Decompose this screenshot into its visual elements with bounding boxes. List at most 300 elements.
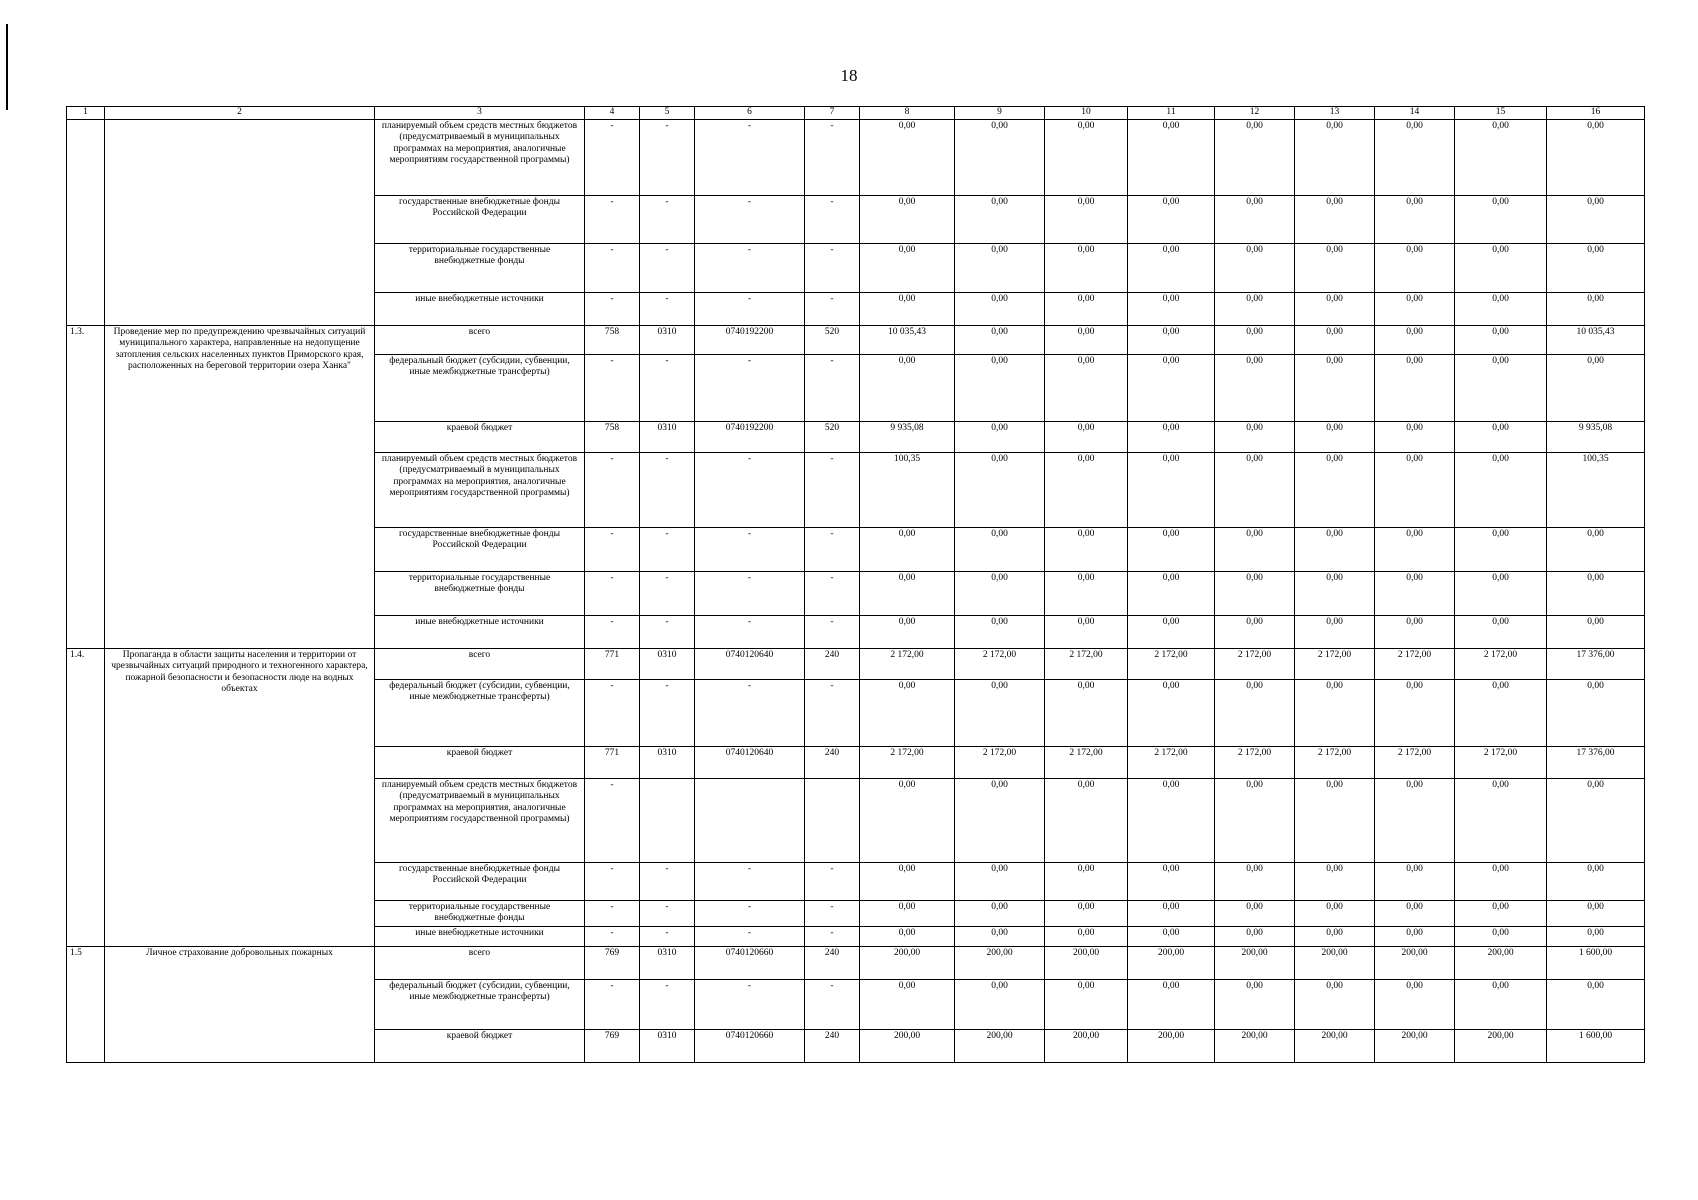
- value-cell: 2 172,00: [1045, 649, 1128, 680]
- value-cell: 0,00: [955, 901, 1045, 927]
- value-cell: 0,00: [1295, 120, 1375, 196]
- value-cell: 1 600,00: [1547, 1030, 1645, 1063]
- code-cell: -: [640, 572, 695, 616]
- value-cell: 0,00: [955, 355, 1045, 422]
- value-cell: 0,00: [1045, 901, 1128, 927]
- column-number-header: 5: [640, 107, 695, 120]
- value-cell: 200,00: [955, 1030, 1045, 1063]
- funding-source-cell: федеральный бюджет (субсидии, субвенции, иные межбюджетные трансферты): [375, 680, 585, 747]
- column-number-header: 12: [1215, 107, 1295, 120]
- code-cell: -: [805, 572, 860, 616]
- item-number-cell: 1.3.: [67, 326, 105, 649]
- value-cell: 0,00: [1128, 244, 1215, 293]
- value-cell: 0,00: [955, 453, 1045, 528]
- code-cell: -: [805, 293, 860, 326]
- code-cell: -: [640, 120, 695, 196]
- code-cell: -: [805, 980, 860, 1030]
- value-cell: 0,00: [1045, 422, 1128, 453]
- code-cell: -: [585, 901, 640, 927]
- value-cell: 0,00: [1295, 528, 1375, 572]
- value-cell: 0,00: [1215, 980, 1295, 1030]
- table-row: [67, 326, 1645, 355]
- value-cell: 0,00: [1375, 616, 1455, 649]
- value-cell: 0,00: [1128, 528, 1215, 572]
- value-cell: 0,00: [1547, 355, 1645, 422]
- value-cell: 0,00: [955, 528, 1045, 572]
- value-cell: 0,00: [1455, 196, 1547, 244]
- value-cell: 0,00: [1547, 927, 1645, 947]
- value-cell: 0,00: [1128, 901, 1215, 927]
- value-cell: 0,00: [1455, 120, 1547, 196]
- item-number-cell: 1.5: [67, 947, 105, 1063]
- value-cell: 0,00: [1375, 980, 1455, 1030]
- column-number-header: 13: [1295, 107, 1375, 120]
- value-cell: 0,00: [955, 422, 1045, 453]
- value-cell: 0,00: [1045, 355, 1128, 422]
- value-cell: 200,00: [1375, 1030, 1455, 1063]
- value-cell: 2 172,00: [1128, 649, 1215, 680]
- code-cell: -: [640, 616, 695, 649]
- funding-source-cell: федеральный бюджет (субсидии, субвенции, иные межбюджетные трансферты): [375, 355, 585, 422]
- value-cell: 0,00: [1547, 120, 1645, 196]
- value-cell: 0,00: [860, 528, 955, 572]
- code-cell: -: [585, 293, 640, 326]
- value-cell: 0,00: [955, 680, 1045, 747]
- value-cell: 0,00: [1295, 927, 1375, 947]
- value-cell: 0,00: [955, 120, 1045, 196]
- code-cell: -: [695, 293, 805, 326]
- table-body: [67, 120, 1645, 1063]
- value-cell: 0,00: [1295, 863, 1375, 901]
- value-cell: 0,00: [860, 572, 955, 616]
- code-cell: 0740120660: [695, 1030, 805, 1063]
- value-cell: 0,00: [1455, 422, 1547, 453]
- value-cell: 0,00: [1128, 616, 1215, 649]
- value-cell: 0,00: [1455, 244, 1547, 293]
- value-cell: 0,00: [955, 196, 1045, 244]
- value-cell: 200,00: [1128, 947, 1215, 980]
- funding-source-cell: всего: [375, 947, 585, 980]
- value-cell: 0,00: [1375, 355, 1455, 422]
- code-cell: -: [585, 120, 640, 196]
- code-cell: -: [640, 528, 695, 572]
- code-cell: -: [695, 927, 805, 947]
- value-cell: 200,00: [1128, 1030, 1215, 1063]
- column-number-header: 9: [955, 107, 1045, 120]
- value-cell: 17 376,00: [1547, 747, 1645, 779]
- code-cell: -: [640, 196, 695, 244]
- value-cell: 0,00: [955, 572, 1045, 616]
- funding-source-cell: иные внебюджетные источники: [375, 293, 585, 326]
- code-cell: -: [695, 528, 805, 572]
- value-cell: 0,00: [1295, 901, 1375, 927]
- code-cell: 520: [805, 326, 860, 355]
- code-cell: -: [585, 863, 640, 901]
- code-cell: -: [695, 863, 805, 901]
- value-cell: 0,00: [1455, 453, 1547, 528]
- column-number-header: 3: [375, 107, 585, 120]
- value-cell: 200,00: [1295, 947, 1375, 980]
- value-cell: 0,00: [860, 244, 955, 293]
- code-cell: -: [585, 453, 640, 528]
- funding-source-cell: планируемый объем средств местных бюджетов (предусматриваемый в муниципальных программах на мероприятия, аналогичные мероприятиям государственной программы): [375, 120, 585, 196]
- value-cell: 0,00: [1375, 422, 1455, 453]
- value-cell: 0,00: [1295, 196, 1375, 244]
- code-cell: 240: [805, 947, 860, 980]
- value-cell: 0,00: [1128, 927, 1215, 947]
- funding-source-cell: территориальные государственные внебюджетные фонды: [375, 244, 585, 293]
- value-cell: 2 172,00: [1375, 649, 1455, 680]
- value-cell: 0,00: [1045, 196, 1128, 244]
- value-cell: 0,00: [1295, 680, 1375, 747]
- value-cell: 0,00: [1215, 355, 1295, 422]
- value-cell: 0,00: [860, 196, 955, 244]
- value-cell: 0,00: [860, 980, 955, 1030]
- value-cell: 0,00: [1045, 616, 1128, 649]
- code-cell: -: [585, 355, 640, 422]
- value-cell: 0,00: [1295, 572, 1375, 616]
- funding-source-cell: иные внебюджетные источники: [375, 927, 585, 947]
- funding-source-cell: всего: [375, 326, 585, 355]
- value-cell: 0,00: [1455, 293, 1547, 326]
- value-cell: 0,00: [1455, 927, 1547, 947]
- table-row: [67, 120, 1645, 196]
- code-cell: 0740120640: [695, 747, 805, 779]
- column-number-header: 1: [67, 107, 105, 120]
- value-cell: 0,00: [860, 680, 955, 747]
- value-cell: 0,00: [1295, 616, 1375, 649]
- item-number-cell: [67, 120, 105, 326]
- value-cell: 2 172,00: [1128, 747, 1215, 779]
- value-cell: 0,00: [955, 779, 1045, 863]
- value-cell: 0,00: [1547, 616, 1645, 649]
- code-cell: 0310: [640, 649, 695, 680]
- code-cell: -: [585, 927, 640, 947]
- value-cell: 0,00: [1547, 572, 1645, 616]
- code-cell: -: [585, 196, 640, 244]
- code-cell: -: [695, 572, 805, 616]
- column-number-header: 4: [585, 107, 640, 120]
- code-cell: -: [585, 980, 640, 1030]
- value-cell: 2 172,00: [1045, 747, 1128, 779]
- code-cell: -: [585, 779, 640, 863]
- value-cell: 0,00: [1375, 927, 1455, 947]
- value-cell: 0,00: [1295, 355, 1375, 422]
- value-cell: 0,00: [955, 326, 1045, 355]
- value-cell: 0,00: [1547, 196, 1645, 244]
- code-cell: -: [585, 616, 640, 649]
- value-cell: 0,00: [1128, 453, 1215, 528]
- value-cell: 0,00: [1547, 980, 1645, 1030]
- value-cell: 0,00: [1128, 326, 1215, 355]
- column-number-header: 11: [1128, 107, 1215, 120]
- item-name-cell: Проведение мер по предупреждению чрезвычайных ситуаций муниципального характера, направленные на недопущение затопления сельских населенных пунктов Приморского края, расположенных на береговой территории озера Ханка": [105, 326, 375, 649]
- value-cell: 0,00: [1547, 779, 1645, 863]
- column-number-header: 16: [1547, 107, 1645, 120]
- funding-source-cell: всего: [375, 649, 585, 680]
- column-number-header: 6: [695, 107, 805, 120]
- item-name-cell: Пропаганда в области защиты населения и территории от чрезвычайных ситуаций природного и техногенного характера, пожарной безопасности и безопасности люде на водных объектах: [105, 649, 375, 947]
- value-cell: 0,00: [1295, 244, 1375, 293]
- code-cell: -: [695, 453, 805, 528]
- funding-source-cell: территориальные государственные внебюджетные фонды: [375, 901, 585, 927]
- code-cell: 240: [805, 649, 860, 680]
- value-cell: 100,35: [1547, 453, 1645, 528]
- value-cell: 0,00: [1375, 863, 1455, 901]
- code-cell: -: [695, 120, 805, 196]
- table-row: [67, 947, 1645, 980]
- value-cell: 0,00: [1455, 680, 1547, 747]
- column-number-header: 14: [1375, 107, 1455, 120]
- value-cell: 0,00: [1455, 779, 1547, 863]
- value-cell: 0,00: [1375, 453, 1455, 528]
- code-cell: 240: [805, 747, 860, 779]
- funding-source-cell: федеральный бюджет (субсидии, субвенции, иные межбюджетные трансферты): [375, 980, 585, 1030]
- value-cell: 0,00: [1375, 572, 1455, 616]
- value-cell: 0,00: [1215, 680, 1295, 747]
- code-cell: -: [695, 680, 805, 747]
- funding-source-cell: планируемый объем средств местных бюджетов (предусматриваемый в муниципальных программах на мероприятия, аналогичные мероприятиям государственной программы): [375, 453, 585, 528]
- code-cell: -: [640, 355, 695, 422]
- value-cell: 0,00: [1295, 453, 1375, 528]
- code-cell: 758: [585, 326, 640, 355]
- value-cell: 0,00: [1295, 980, 1375, 1030]
- code-cell: -: [805, 244, 860, 293]
- code-cell: -: [805, 927, 860, 947]
- code-cell: -: [695, 616, 805, 649]
- value-cell: 10 035,43: [860, 326, 955, 355]
- value-cell: 200,00: [1295, 1030, 1375, 1063]
- code-cell: -: [640, 293, 695, 326]
- code-cell: -: [805, 680, 860, 747]
- code-cell: [805, 779, 860, 863]
- value-cell: 0,00: [1455, 528, 1547, 572]
- value-cell: 0,00: [1045, 779, 1128, 863]
- value-cell: 0,00: [1375, 293, 1455, 326]
- value-cell: 2 172,00: [1455, 649, 1547, 680]
- value-cell: 0,00: [1045, 927, 1128, 947]
- value-cell: 0,00: [1375, 528, 1455, 572]
- value-cell: 2 172,00: [860, 649, 955, 680]
- value-cell: 0,00: [860, 927, 955, 947]
- column-number-header: 15: [1455, 107, 1547, 120]
- value-cell: 100,35: [860, 453, 955, 528]
- value-cell: 0,00: [860, 293, 955, 326]
- code-cell: 0740192200: [695, 422, 805, 453]
- value-cell: 0,00: [1375, 680, 1455, 747]
- value-cell: 0,00: [1045, 528, 1128, 572]
- budget-table: [66, 106, 1645, 1063]
- value-cell: 2 172,00: [1215, 747, 1295, 779]
- funding-source-cell: территориальные государственные внебюджетные фонды: [375, 572, 585, 616]
- code-cell: -: [805, 453, 860, 528]
- value-cell: 9 935,08: [860, 422, 955, 453]
- code-cell: -: [640, 927, 695, 947]
- code-cell: -: [695, 901, 805, 927]
- value-cell: 0,00: [1045, 293, 1128, 326]
- value-cell: 2 172,00: [1215, 649, 1295, 680]
- value-cell: 0,00: [1128, 863, 1215, 901]
- code-cell: 758: [585, 422, 640, 453]
- value-cell: 0,00: [860, 901, 955, 927]
- value-cell: 0,00: [1128, 980, 1215, 1030]
- value-cell: 0,00: [1375, 779, 1455, 863]
- value-cell: 0,00: [1547, 901, 1645, 927]
- funding-source-cell: иные внебюджетные источники: [375, 616, 585, 649]
- value-cell: 0,00: [1547, 680, 1645, 747]
- code-cell: -: [585, 680, 640, 747]
- value-cell: 0,00: [955, 863, 1045, 901]
- value-cell: 0,00: [1215, 453, 1295, 528]
- column-number-header: 2: [105, 107, 375, 120]
- value-cell: 0,00: [1128, 680, 1215, 747]
- value-cell: 0,00: [1375, 326, 1455, 355]
- value-cell: 0,00: [1045, 326, 1128, 355]
- value-cell: 17 376,00: [1547, 649, 1645, 680]
- code-cell: -: [805, 120, 860, 196]
- value-cell: 0,00: [955, 616, 1045, 649]
- value-cell: 2 172,00: [1295, 747, 1375, 779]
- value-cell: 0,00: [1215, 528, 1295, 572]
- code-cell: -: [585, 528, 640, 572]
- code-cell: -: [805, 616, 860, 649]
- funding-source-cell: планируемый объем средств местных бюджетов (предусматриваемый в муниципальных программах на мероприятия, аналогичные мероприятиям государственной программы): [375, 779, 585, 863]
- value-cell: 0,00: [1295, 326, 1375, 355]
- code-cell: 0310: [640, 947, 695, 980]
- code-cell: -: [805, 863, 860, 901]
- value-cell: 0,00: [1547, 244, 1645, 293]
- code-cell: -: [640, 453, 695, 528]
- value-cell: 0,00: [860, 779, 955, 863]
- value-cell: 0,00: [1455, 355, 1547, 422]
- funding-source-cell: краевой бюджет: [375, 1030, 585, 1063]
- table-row: [67, 649, 1645, 680]
- value-cell: 0,00: [955, 244, 1045, 293]
- code-cell: -: [640, 680, 695, 747]
- code-cell: -: [585, 244, 640, 293]
- value-cell: 0,00: [1215, 779, 1295, 863]
- code-cell: 240: [805, 1030, 860, 1063]
- value-cell: 0,00: [1375, 120, 1455, 196]
- value-cell: 0,00: [1455, 616, 1547, 649]
- item-name-cell: Личное страхование добровольных пожарных: [105, 947, 375, 1063]
- value-cell: 0,00: [1128, 120, 1215, 196]
- value-cell: 200,00: [1045, 947, 1128, 980]
- code-cell: 771: [585, 649, 640, 680]
- code-cell: -: [640, 863, 695, 901]
- code-cell: 0740192200: [695, 326, 805, 355]
- value-cell: 0,00: [860, 120, 955, 196]
- value-cell: 0,00: [1045, 453, 1128, 528]
- code-cell: 0310: [640, 422, 695, 453]
- value-cell: 0,00: [1215, 572, 1295, 616]
- value-cell: 2 172,00: [955, 649, 1045, 680]
- value-cell: 0,00: [1547, 863, 1645, 901]
- value-cell: 2 172,00: [860, 747, 955, 779]
- value-cell: 2 172,00: [955, 747, 1045, 779]
- value-cell: 0,00: [1045, 863, 1128, 901]
- code-cell: 0740120660: [695, 947, 805, 980]
- value-cell: 0,00: [1215, 616, 1295, 649]
- column-number-header: 7: [805, 107, 860, 120]
- code-cell: -: [640, 901, 695, 927]
- value-cell: 200,00: [955, 947, 1045, 980]
- code-cell: 769: [585, 1030, 640, 1063]
- item-number-cell: 1.4.: [67, 649, 105, 947]
- funding-source-cell: краевой бюджет: [375, 747, 585, 779]
- value-cell: 0,00: [1215, 244, 1295, 293]
- code-cell: 520: [805, 422, 860, 453]
- funding-source-cell: государственные внебюджетные фонды Российской Федерации: [375, 863, 585, 901]
- value-cell: 0,00: [955, 980, 1045, 1030]
- value-cell: 0,00: [1128, 355, 1215, 422]
- code-cell: [640, 779, 695, 863]
- value-cell: 0,00: [1128, 779, 1215, 863]
- code-cell: 771: [585, 747, 640, 779]
- value-cell: 0,00: [1128, 572, 1215, 616]
- code-cell: -: [640, 244, 695, 293]
- code-cell: -: [805, 528, 860, 572]
- code-cell: -: [695, 244, 805, 293]
- value-cell: 200,00: [1215, 1030, 1295, 1063]
- code-cell: -: [585, 572, 640, 616]
- value-cell: 0,00: [1295, 779, 1375, 863]
- value-cell: 0,00: [1128, 293, 1215, 326]
- value-cell: 0,00: [1215, 863, 1295, 901]
- value-cell: 2 172,00: [1295, 649, 1375, 680]
- value-cell: 10 035,43: [1547, 326, 1645, 355]
- value-cell: 0,00: [1128, 196, 1215, 244]
- code-cell: 0740120640: [695, 649, 805, 680]
- column-number-row: [67, 107, 1645, 120]
- value-cell: 0,00: [1215, 326, 1295, 355]
- value-cell: 2 172,00: [1455, 747, 1547, 779]
- code-cell: 769: [585, 947, 640, 980]
- value-cell: 0,00: [1455, 326, 1547, 355]
- value-cell: 0,00: [955, 927, 1045, 947]
- value-cell: 200,00: [1455, 947, 1547, 980]
- value-cell: 0,00: [1215, 901, 1295, 927]
- code-cell: -: [695, 980, 805, 1030]
- code-cell: 0310: [640, 326, 695, 355]
- code-cell: -: [805, 901, 860, 927]
- value-cell: 200,00: [860, 947, 955, 980]
- value-cell: 0,00: [1455, 863, 1547, 901]
- code-cell: 0310: [640, 1030, 695, 1063]
- value-cell: 0,00: [1295, 422, 1375, 453]
- value-cell: 0,00: [1375, 244, 1455, 293]
- value-cell: 0,00: [1215, 196, 1295, 244]
- value-cell: 0,00: [1455, 980, 1547, 1030]
- value-cell: 200,00: [1375, 947, 1455, 980]
- code-cell: -: [695, 196, 805, 244]
- code-cell: -: [805, 196, 860, 244]
- value-cell: 0,00: [1045, 120, 1128, 196]
- code-cell: [695, 779, 805, 863]
- value-cell: 200,00: [1045, 1030, 1128, 1063]
- value-cell: 0,00: [955, 293, 1045, 326]
- value-cell: 0,00: [1455, 901, 1547, 927]
- value-cell: 0,00: [1045, 244, 1128, 293]
- code-cell: 0310: [640, 747, 695, 779]
- column-number-header: 8: [860, 107, 955, 120]
- value-cell: 0,00: [1375, 196, 1455, 244]
- value-cell: 0,00: [1215, 120, 1295, 196]
- value-cell: 0,00: [1547, 528, 1645, 572]
- code-cell: -: [695, 355, 805, 422]
- value-cell: 2 172,00: [1375, 747, 1455, 779]
- item-name-cell: [105, 120, 375, 326]
